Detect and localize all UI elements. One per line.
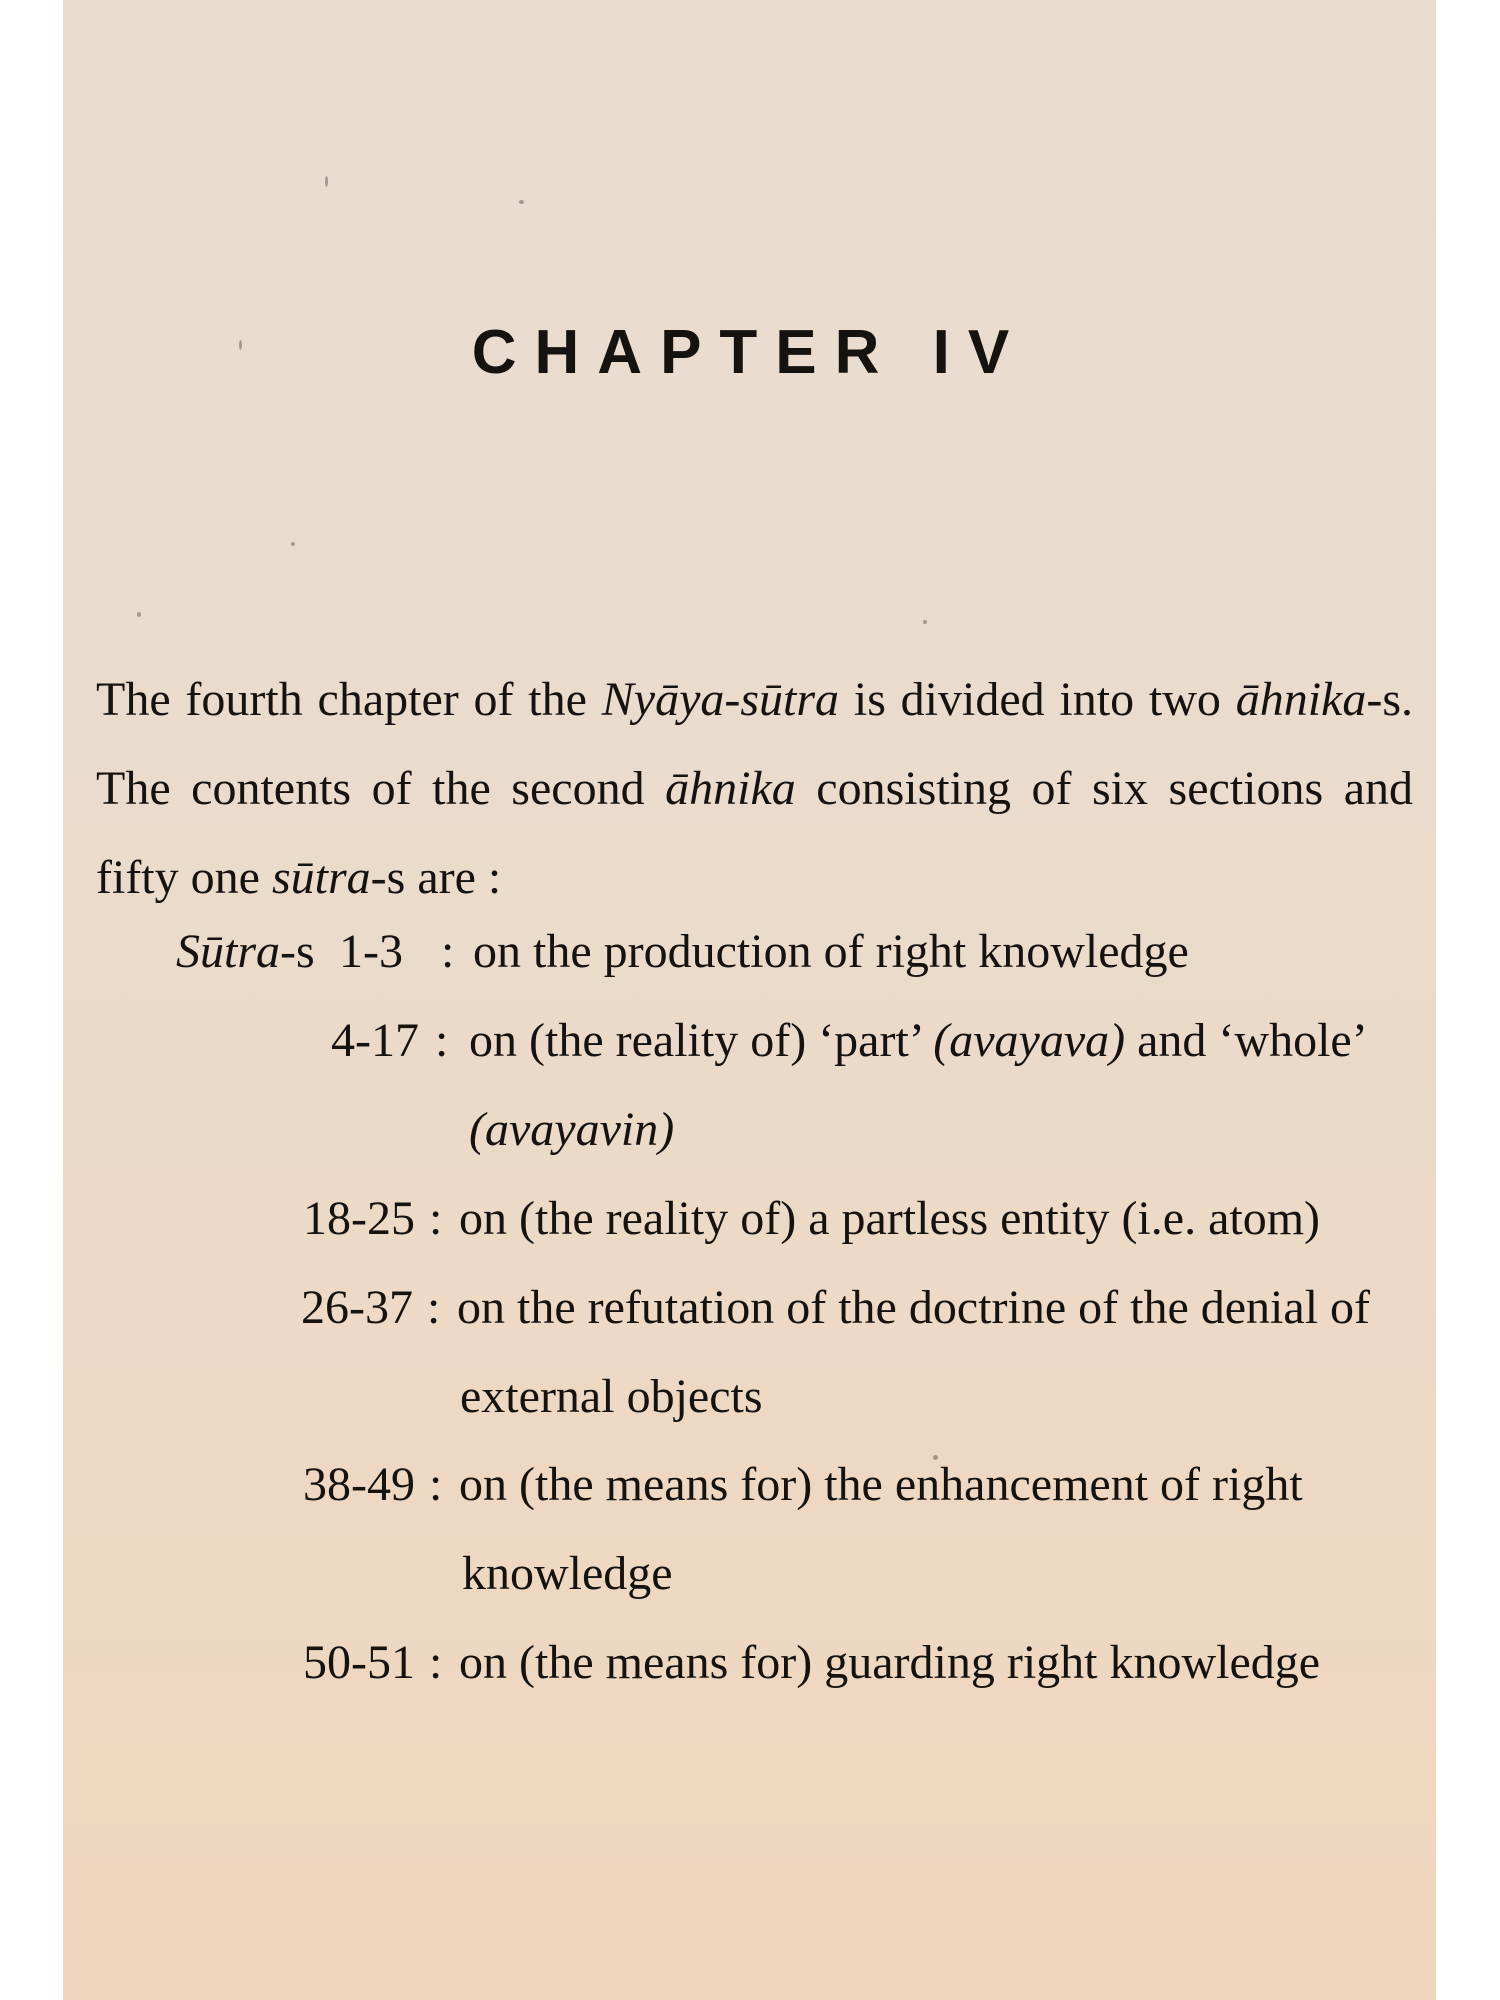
section-description bbox=[459, 1440, 1389, 1618]
section-description: on (the means for) guarding right knowledge bbox=[459, 1636, 1321, 1689]
description-line: knowledge bbox=[462, 1547, 673, 1600]
lead-suffix: -s bbox=[280, 925, 315, 978]
description-text: and ‘whole’ bbox=[1125, 1014, 1368, 1067]
section-description bbox=[469, 996, 1399, 1174]
intro-text: consisting of six sections and bbox=[795, 762, 1413, 815]
intro-text: The contents of the second bbox=[96, 762, 666, 815]
range-colon: : bbox=[429, 1192, 443, 1245]
description-line bbox=[469, 996, 1399, 1085]
sutra-range: 38-49 bbox=[303, 1458, 415, 1511]
intro-italic-term: Nyāya-sūtra bbox=[601, 673, 840, 726]
intro-italic-term: āhnika bbox=[665, 762, 796, 815]
contents-list bbox=[63, 0, 1436, 2000]
section-description: on (the reality of) a partless entity (i.e. atom) bbox=[459, 1192, 1321, 1245]
lead-italic: Sūtra bbox=[176, 925, 281, 978]
range-colon: : bbox=[427, 1281, 441, 1334]
description-line bbox=[469, 1085, 1399, 1174]
intro-text: The fourth chapter of the bbox=[96, 673, 602, 726]
description-line: external objects bbox=[460, 1370, 763, 1423]
section-description bbox=[457, 1263, 1387, 1441]
intro-italic-term: sūtra bbox=[271, 851, 371, 904]
sutra-range: 4-17 bbox=[331, 1014, 419, 1067]
description-italic-term: (avayava) bbox=[933, 1014, 1126, 1067]
description-line: on the refutation of the doctrine of the denial of bbox=[457, 1281, 1371, 1334]
description-line: on (the means for) the enhancement of right bbox=[459, 1458, 1303, 1511]
sutra-range: 18-25 bbox=[303, 1192, 415, 1245]
chapter-title: CHAPTER IV bbox=[471, 318, 1028, 387]
sutra-range: 26-37 bbox=[301, 1281, 413, 1334]
intro-text: -s are : bbox=[370, 851, 502, 904]
intro-italic-term: āhnika bbox=[1235, 673, 1367, 726]
description-italic-term: (avayavin) bbox=[469, 1103, 675, 1156]
sutra-range: 1-3 bbox=[339, 925, 403, 978]
intro-text: fifty one bbox=[96, 851, 272, 904]
range-colon: : bbox=[429, 1458, 443, 1511]
range-colon: : bbox=[435, 1014, 449, 1067]
range-colon: : bbox=[441, 925, 455, 978]
range-colon: : bbox=[429, 1636, 443, 1689]
section-description: on the production of right knowledge bbox=[473, 925, 1189, 978]
book-page bbox=[63, 0, 1436, 2000]
intro-text: is divided into two bbox=[839, 673, 1236, 726]
description-text: on (the reality of) ‘part’ bbox=[469, 1014, 934, 1067]
sutra-range: 50-51 bbox=[303, 1636, 415, 1689]
intro-text: -s. bbox=[1366, 673, 1413, 726]
